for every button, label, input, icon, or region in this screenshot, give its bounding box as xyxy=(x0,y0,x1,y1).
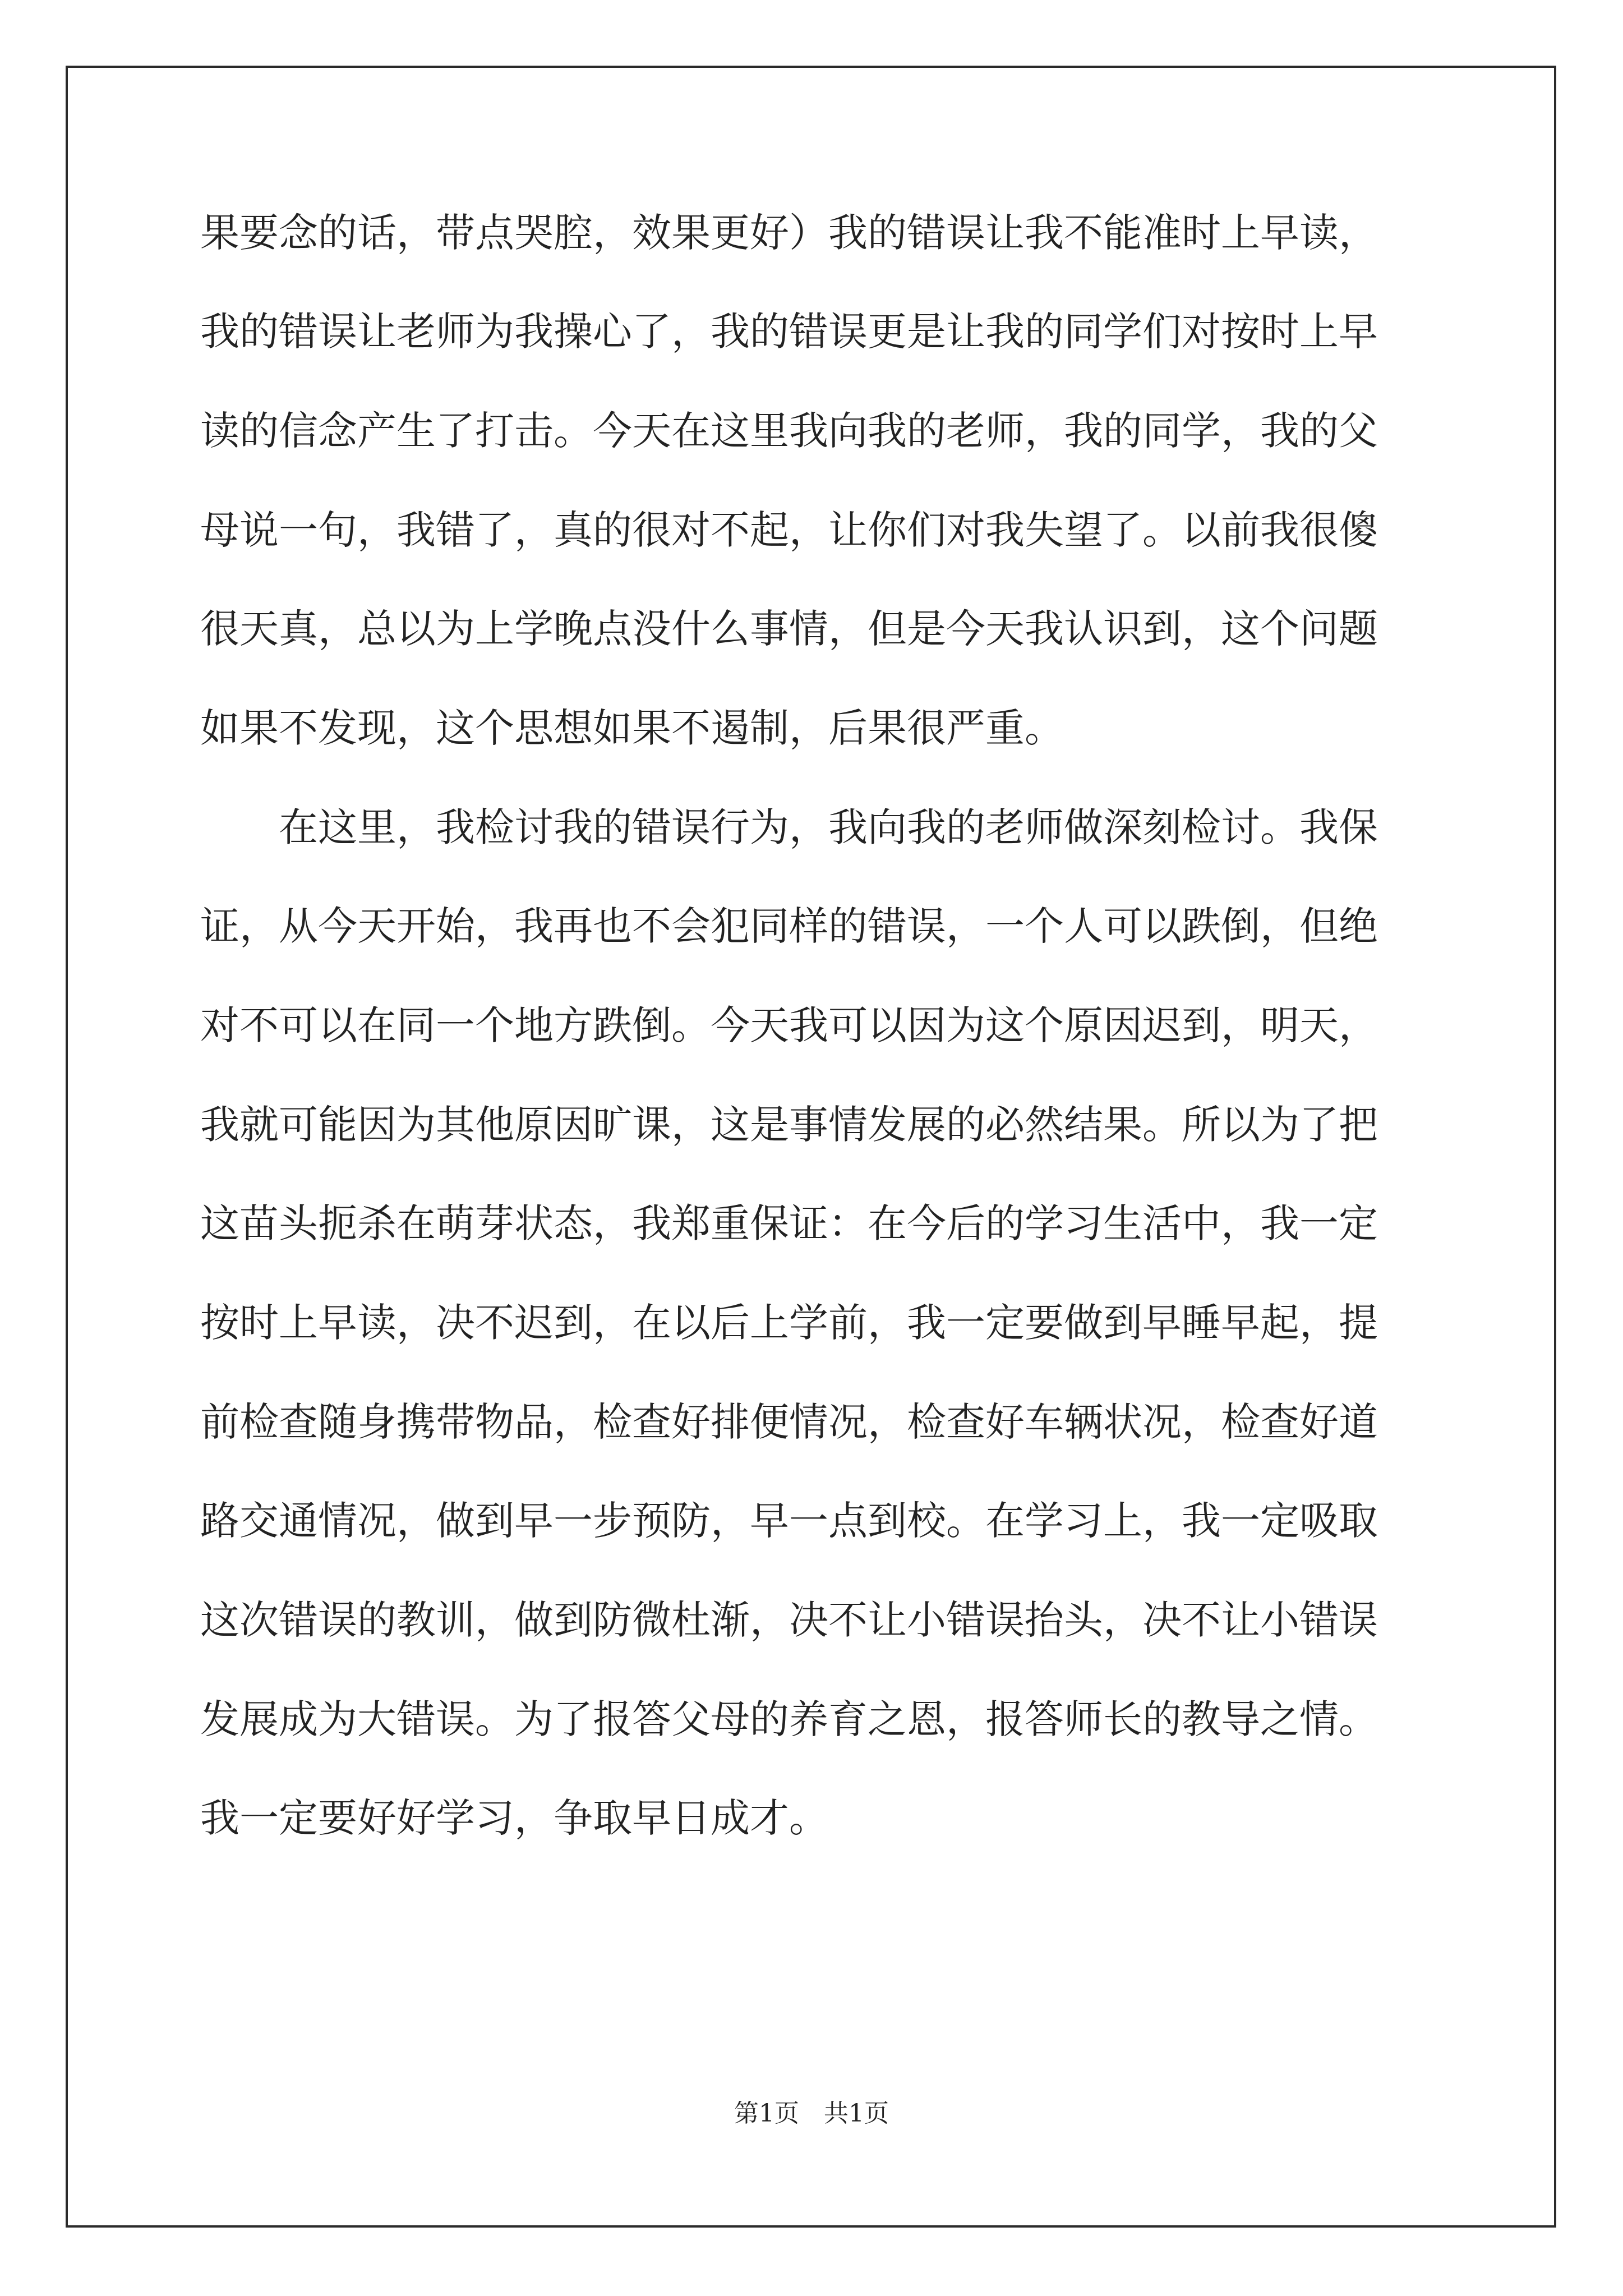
text-line: 前检查随身携带物品，检查好排便情况，检查好车辆状况，检查好道 xyxy=(200,1399,1378,1445)
text-line: 我一定要好好学习，争取早日成才。 xyxy=(200,1795,828,1841)
text-line: 按时上早读，决不迟到，在以后上学前，我一定要做到早睡早起，提 xyxy=(200,1300,1378,1346)
text-line: 对不可以在同一个地方跌倒。今天我可以因为这个原因迟到，明天， xyxy=(200,1002,1378,1048)
text-line: 这苗头扼杀在萌芽状态，我郑重保证：在今后的学习生活中，我一定 xyxy=(200,1200,1378,1246)
text-line: 证，从今天开始，我再也不会犯同样的错误，一个人可以跌倒，但绝 xyxy=(200,903,1378,949)
text-line: 如果不发现，这个思想如果不遏制，后果很严重。 xyxy=(200,705,1064,751)
page-number: 第1页 xyxy=(734,2099,799,2128)
text-line: 读的信念产生了打击。今天在这里我向我的老师，我的同学，我的父 xyxy=(200,408,1378,454)
text-line: 我就可能因为其他原因旷课，这是事情发展的必然结果。所以为了把 xyxy=(200,1102,1378,1148)
text-line: 这次错误的教训，做到防微杜渐，决不让小错误抬头，决不让小错误 xyxy=(200,1597,1378,1643)
text-line: 我的错误让老师为我操心了，我的错误更是让我的同学们对按时上早 xyxy=(200,309,1378,355)
text-line: 在这里，我检讨我的错误行为，我向我的老师做深刻检讨。我保 xyxy=(279,804,1378,850)
text-line: 母说一句，我错了，真的很对不起，让你们对我失望了。以前我很傻 xyxy=(200,507,1378,553)
text-line: 路交通情况，做到早一步预防，早一点到校。在学习上，我一定吸取 xyxy=(200,1498,1378,1544)
text-line: 发展成为大错误。为了报答父母的养育之恩，报答师长的教导之情。 xyxy=(200,1696,1378,1742)
total-pages: 共1页 xyxy=(824,2099,889,2128)
text-line: 很天真，总以为上学晚点没什么事情，但是今天我认识到，这个问题 xyxy=(200,606,1378,652)
page-footer xyxy=(0,2097,1623,2131)
text-line: 果要念的话，带点哭腔，效果更好）我的错误让我不能准时上早读， xyxy=(200,210,1378,256)
